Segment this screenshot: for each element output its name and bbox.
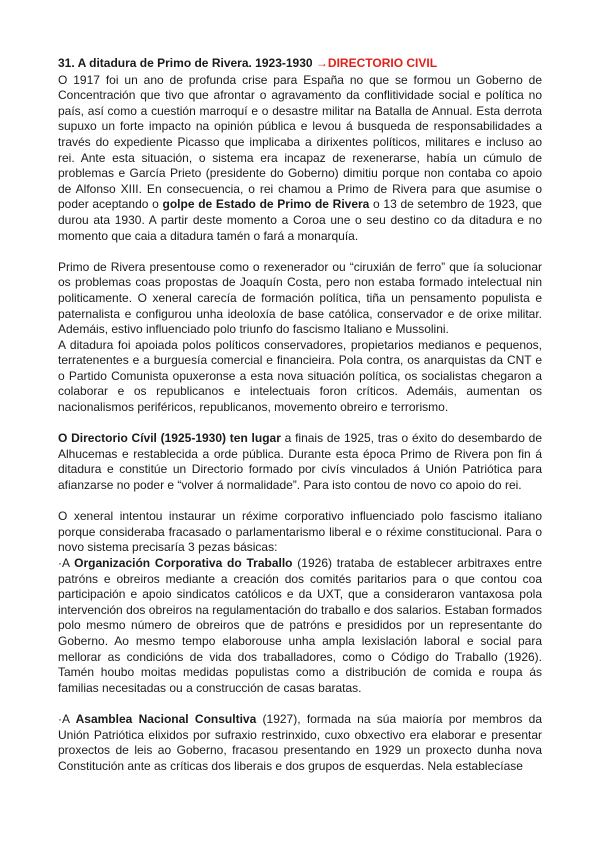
document-title (58, 56, 542, 72)
paragraph-rexenerador: Primo de Rivera presentouse como o rexenerador ou “ciruxián de ferro” que ía solucionar os problemas coas propostas de Joaquín Costa, pero non estaba formado intelectual nin politicamente. O xeneral carecía de formación política, tiña un pensamento populista e paternalista e configurou unha ideoloxía de base católica, conservador e de orixe militar. Ademáis, estivo influenciado polo triunfo do fascismo Italiano e Mussolini. (58, 259, 542, 337)
paragraph-apoios: A ditadura foi apoiada polos políticos conservadores, propietarios medianos e pequenos, terratenentes e a burguesía comercial e financieira. Pola contra, os anarquistas da CNT e o Partido Comunista opuxeronse a esta nova situación política, os socialistas chegaron a colaborar e os republicanos e intelectuais foron críticos. Ademáis, aumentan os nacionalismos periféricos, republicanos, movemento obreiro e terrorismo. (58, 337, 542, 415)
paragraph-gap (58, 696, 542, 712)
paragraph-gap (58, 244, 542, 260)
bold-golpe-estado: golpe de Estado de Primo de Rivera (162, 197, 370, 212)
paragraph-rexime-corporativo: O xeneral intentou instaurar un réxime corporativo influenciado polo fascismo italiano porque consideraba fracasado o parlamentarismo liberal e o réxime constitucional. Para o novo sistema precisaría 3 pezas básicas: (58, 509, 542, 555)
paragraph-organizacion-corporativa: ·A Organización Corporativa do Traballo (1926) trataba de establecer arbitraxes entre patróns e obreiros mediante a creación dos comités paritarios para o que contou coa participación e apoio sindicatos católicos e da UXT, que a consideraron vantaxosa pola intervención dos obreiros na regulamentación do traballo e dos salarios. Estaban formados polo mesmo número de obreiros que de patróns e presididos por un representante do Goberno. Ao mesmo tempo elaborouse unha ampla lexislación laboral e social para mellorar as condicións de vida dos traballadores, como o Código do Traballo (1926). Tamén houbo moitas medidas populistas como a distribución de comida e roupa ás familias necesitadas ou a construcción de casas baratas. (58, 556, 542, 695)
bold-directorio-civil: O Directorio Cívil (1925-1930) ten lugar (58, 431, 281, 446)
paragraph-asamblea-nacional: ·A Asamblea Nacional Consultiva (1927), formada na súa maioría por membros da Unión Patriótica elixidos por sufraxio restrinxido, cuxo obxectivo era elaborar e presentar proxectos de leis ao Goberno, fracasou presentando en 1929 un proxecto dunha nova Constitución ante as críticas dos liberais e dos grupos de esquerdas. Nela establecíase (58, 711, 542, 773)
paragraph-intro: O 1917 foi un ano de profunda crise para España no que se formou un Goberno de Concentración que tivo que afrontar o agravamento da conflitividade social e política no país, así como a cuestión marroquí e o desastre militar na Batalla de Annual. Esta derrota supuxo un forte impacto na opinión pública e levou á busqueda de responsabilidades a través do expediente Picasso que implicaba a dirixentes políticos, militares e incluso ao rei. Ante esta situación, o sistema era incapaz de rexenerarse, había un cúmulo de problemas e García Prieto (presidente do Goberno) dimitiu porque non contaba co apoio de Alfonso XIII. En consecuencia, o rei chamou a Primo de Rivera para que asumise o poder aceptando o golpe de Estado de Primo de Rivera o 13 de setembro de 1923, que durou ata 1930. A partir deste momento a Coroa une o seu destino co da ditadura e no momento que caia a ditadura tamén o fará a monarquía. (58, 72, 542, 243)
paragraph-gap (58, 416, 542, 432)
paragraph-gap (58, 494, 542, 510)
bold-organizacion-corporativa: Organización Corporativa do Traballo (74, 556, 293, 570)
title-main: 31. A ditadura de Primo de Rivera. 1923-1930 (58, 56, 313, 70)
bold-asamblea-nacional: Asamblea Nacional Consultiva (75, 711, 257, 726)
title-arrow: → (312, 56, 328, 70)
title-highlight: DIRECTORIO CIVIL (327, 56, 438, 70)
paragraph-directorio-civil: O Directorio Cívil (1925-1930) ten lugar a finais de 1925, tras o éxito do desembardo de Alhucemas e restablecida a orde pública. Durante esta época Primo de Rivera pon fin á ditadura e constitúe un Directorio formado por civís vinculados á Unión Patriótica para afianzarse no poder e “volver á normalidade”. Para isto contou de novo co apoio do rei. (58, 431, 542, 493)
